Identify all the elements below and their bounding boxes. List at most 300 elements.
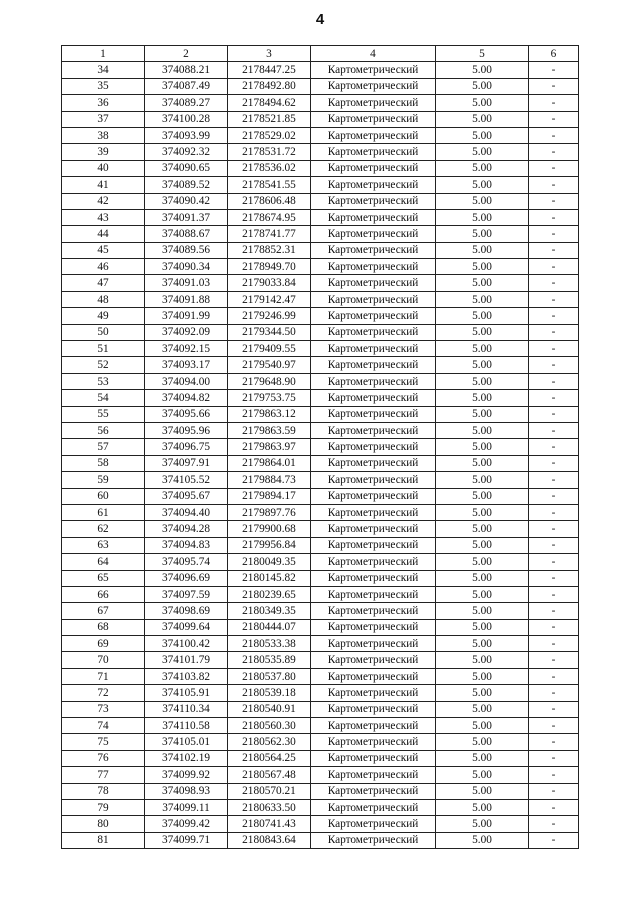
table-cell: Картометрический [311,193,436,209]
table-cell: - [529,62,579,78]
table-row [62,783,579,799]
table-cell: Картометрический [311,226,436,242]
table-row [62,144,579,160]
table-cell: 77 [62,767,145,783]
table-cell: 41 [62,177,145,193]
table-cell: Картометрический [311,62,436,78]
table-cell: - [529,390,579,406]
table-cell: 2178492.80 [228,78,311,94]
table-row [62,816,579,832]
header-cell: 2 [145,46,228,62]
table-cell: 374091.99 [145,308,228,324]
table-cell: 5.00 [436,373,529,389]
table-cell: - [529,472,579,488]
table-cell: Картометрический [311,799,436,815]
table-row [62,209,579,225]
table-cell: 374100.42 [145,636,228,652]
table-cell: 2180239.65 [228,586,311,602]
table-cell: Картометрический [311,209,436,225]
table-cell: Картометрический [311,783,436,799]
table-cell: 71 [62,668,145,684]
table-cell: - [529,111,579,127]
table-cell: 5.00 [436,603,529,619]
table-cell: 2178494.62 [228,95,311,111]
table-cell: Картометрический [311,291,436,307]
table-cell: 2179142.47 [228,291,311,307]
table-cell: 55 [62,406,145,422]
table-cell: 374087.49 [145,78,228,94]
table-cell: 48 [62,291,145,307]
table-cell: 374096.75 [145,439,228,455]
table-cell: 2180540.91 [228,701,311,717]
table-header-row [62,46,579,62]
table-cell: 374091.88 [145,291,228,307]
table-row [62,636,579,652]
table-cell: 374089.27 [145,95,228,111]
table-cell: 81 [62,832,145,848]
table-cell: 5.00 [436,78,529,94]
table-cell: 374097.59 [145,586,228,602]
table-cell: - [529,127,579,143]
table-cell: 2178541.55 [228,177,311,193]
table-cell: 5.00 [436,701,529,717]
table-cell: 56 [62,422,145,438]
table-cell: 65 [62,570,145,586]
table-cell: - [529,734,579,750]
table-cell: 74 [62,718,145,734]
table-row [62,160,579,176]
page-number: 4 [315,11,325,28]
table-row [62,242,579,258]
table-cell: 37 [62,111,145,127]
table-cell: 374093.17 [145,357,228,373]
table-cell: 374099.92 [145,767,228,783]
table-row [62,341,579,357]
table-row [62,554,579,570]
table-row [62,127,579,143]
table-cell: 374105.01 [145,734,228,750]
table-cell: 2179956.84 [228,537,311,553]
table-cell: Картометрический [311,685,436,701]
table-cell: Картометрический [311,144,436,160]
table-row [62,701,579,717]
table-cell: Картометрический [311,357,436,373]
table-cell: - [529,275,579,291]
table-cell: 374094.40 [145,504,228,520]
table-cell: - [529,308,579,324]
table-cell: 2180535.89 [228,652,311,668]
table-cell: 52 [62,357,145,373]
table-cell: 374098.93 [145,783,228,799]
header-cell: 5 [436,46,529,62]
table-cell: 2178674.95 [228,209,311,225]
table-row [62,324,579,340]
table-cell: - [529,701,579,717]
table-cell: - [529,160,579,176]
table-cell: Картометрический [311,242,436,258]
table-row [62,586,579,602]
table-cell: Картометрический [311,455,436,471]
table-cell: 5.00 [436,799,529,815]
table-cell: - [529,783,579,799]
table-cell: 2180349.35 [228,603,311,619]
table-cell: 5.00 [436,111,529,127]
table-row [62,685,579,701]
table-cell: 2179540.97 [228,357,311,373]
table-cell: - [529,226,579,242]
table-cell: 2178531.72 [228,144,311,160]
table-cell: 2178741.77 [228,226,311,242]
table-row [62,734,579,750]
table-cell: 47 [62,275,145,291]
table-cell: 5.00 [436,275,529,291]
header-cell: 4 [311,46,436,62]
table-cell: - [529,504,579,520]
table-cell: 5.00 [436,586,529,602]
table-cell: Картометрический [311,406,436,422]
table-cell: 34 [62,62,145,78]
table-cell: - [529,324,579,340]
table-row [62,832,579,848]
table-cell: - [529,668,579,684]
table-cell: 374110.34 [145,701,228,717]
table-cell: 374097.91 [145,455,228,471]
table-cell: 374091.37 [145,209,228,225]
table-cell: 2180633.50 [228,799,311,815]
table-cell: 2179863.97 [228,439,311,455]
table-cell: 2178949.70 [228,259,311,275]
table-cell: 5.00 [436,341,529,357]
table-cell: 5.00 [436,767,529,783]
table-row [62,799,579,815]
table-row [62,259,579,275]
table-cell: 5.00 [436,291,529,307]
table-cell: 57 [62,439,145,455]
table-cell: 68 [62,619,145,635]
table-cell: 58 [62,455,145,471]
table-cell: Картометрический [311,521,436,537]
table-cell: 374103.82 [145,668,228,684]
table-row [62,373,579,389]
table-cell: - [529,537,579,553]
table-cell: Картометрический [311,111,436,127]
table-cell: Картометрический [311,472,436,488]
table-cell: 374089.52 [145,177,228,193]
table-row [62,619,579,635]
table-cell: - [529,570,579,586]
table-row [62,390,579,406]
table-cell: Картометрический [311,488,436,504]
table-cell: - [529,799,579,815]
table-cell: Картометрический [311,652,436,668]
table-row [62,603,579,619]
table-cell: 46 [62,259,145,275]
table-cell: 2179863.12 [228,406,311,422]
table-cell: 69 [62,636,145,652]
table-cell: - [529,767,579,783]
table-cell: 374099.64 [145,619,228,635]
table-cell: 2180537.80 [228,668,311,684]
table-row [62,177,579,193]
table-cell: 49 [62,308,145,324]
table-cell: 5.00 [436,308,529,324]
table-cell: 2180564.25 [228,750,311,766]
table-cell: Картометрический [311,570,436,586]
table-cell: 39 [62,144,145,160]
table-cell: Картометрический [311,373,436,389]
table-cell: 374105.91 [145,685,228,701]
table-cell: - [529,193,579,209]
table-cell: 59 [62,472,145,488]
table-cell: 5.00 [436,422,529,438]
table-cell: 374090.34 [145,259,228,275]
table-cell: Картометрический [311,636,436,652]
table-cell: 70 [62,652,145,668]
table-cell: 5.00 [436,668,529,684]
table-cell: 374095.66 [145,406,228,422]
table-cell: 5.00 [436,193,529,209]
table-cell: 5.00 [436,62,529,78]
table-cell: 62 [62,521,145,537]
table-cell: - [529,291,579,307]
table-cell: 2179648.90 [228,373,311,389]
table-cell: - [529,357,579,373]
table-cell: - [529,144,579,160]
table-cell: 5.00 [436,357,529,373]
table-cell: Картометрический [311,78,436,94]
table-cell: Картометрический [311,308,436,324]
table-cell: Картометрический [311,619,436,635]
table-cell: 374088.21 [145,62,228,78]
table-cell: - [529,636,579,652]
table-cell: Картометрический [311,504,436,520]
table-cell: 5.00 [436,734,529,750]
table-cell: - [529,78,579,94]
table-cell: Картометрический [311,554,436,570]
table-cell: 5.00 [436,324,529,340]
table-cell: 5.00 [436,685,529,701]
table-cell: Картометрический [311,259,436,275]
table-cell: Картометрический [311,701,436,717]
table-cell: Картометрический [311,816,436,832]
table-cell: 2179344.50 [228,324,311,340]
table-row [62,111,579,127]
table-cell: Картометрический [311,177,436,193]
table-cell: - [529,619,579,635]
table-cell: 374095.74 [145,554,228,570]
table-cell: 5.00 [436,127,529,143]
table-cell: 54 [62,390,145,406]
table-cell: 2180741.43 [228,816,311,832]
table-cell: 5.00 [436,718,529,734]
table-cell: 374088.67 [145,226,228,242]
table-cell: 67 [62,603,145,619]
table-cell: 50 [62,324,145,340]
table-row [62,226,579,242]
table-cell: 5.00 [436,144,529,160]
table-cell: 5.00 [436,570,529,586]
table-cell: 2179897.76 [228,504,311,520]
table-cell: 374092.15 [145,341,228,357]
table-cell: 5.00 [436,652,529,668]
table-cell: 2179864.01 [228,455,311,471]
table-cell: - [529,177,579,193]
table-cell: 72 [62,685,145,701]
table-cell: Картометрический [311,718,436,734]
table-row [62,455,579,471]
table-cell: 2178536.02 [228,160,311,176]
table-cell: Картометрический [311,767,436,783]
table-row [62,488,579,504]
table-cell: - [529,685,579,701]
table-cell: 374094.83 [145,537,228,553]
table-cell: Картометрический [311,341,436,357]
table-cell: 5.00 [436,619,529,635]
table-cell: 2179033.84 [228,275,311,291]
table-cell: Картометрический [311,160,436,176]
table-cell: Картометрический [311,537,436,553]
table-cell: 60 [62,488,145,504]
table-cell: 2180562.30 [228,734,311,750]
table-cell: 78 [62,783,145,799]
table-cell: Картометрический [311,390,436,406]
table-cell: 5.00 [436,390,529,406]
table-cell: Картометрический [311,668,436,684]
table-cell: 2180843.64 [228,832,311,848]
table-cell: Картометрический [311,832,436,848]
table-cell: 43 [62,209,145,225]
table-cell: 374092.09 [145,324,228,340]
coordinates-table-body [62,46,579,849]
table-cell: 51 [62,341,145,357]
table-cell: - [529,209,579,225]
table-cell: 5.00 [436,209,529,225]
table-row [62,291,579,307]
table-cell: - [529,554,579,570]
table-row [62,668,579,684]
table-row [62,95,579,111]
table-cell: 5.00 [436,537,529,553]
table-cell: Картометрический [311,275,436,291]
table-cell: 5.00 [436,521,529,537]
table-cell: 374110.58 [145,718,228,734]
table-cell: 374094.28 [145,521,228,537]
table-cell: 2180560.30 [228,718,311,734]
table-cell: - [529,603,579,619]
table-cell: 5.00 [436,439,529,455]
table-cell: 5.00 [436,636,529,652]
table-cell: 44 [62,226,145,242]
table-row [62,422,579,438]
table-cell: Картометрический [311,586,436,602]
table-cell: 5.00 [436,259,529,275]
table-cell: 2178447.25 [228,62,311,78]
table-cell: Картометрический [311,324,436,340]
table-cell: 2178521.85 [228,111,311,127]
table-cell: 2179246.99 [228,308,311,324]
table-cell: 76 [62,750,145,766]
table-cell: 374091.03 [145,275,228,291]
table-cell: 5.00 [436,455,529,471]
table-cell: Картометрический [311,439,436,455]
table-cell: 5.00 [436,816,529,832]
table-cell: - [529,341,579,357]
table-cell: 5.00 [436,554,529,570]
table-cell: 2180533.38 [228,636,311,652]
table-cell: Картометрический [311,422,436,438]
table-row [62,193,579,209]
table-cell: 374093.99 [145,127,228,143]
table-cell: 2179900.68 [228,521,311,537]
table-cell: 374099.11 [145,799,228,815]
table-cell: 2180567.48 [228,767,311,783]
table-cell: 374095.67 [145,488,228,504]
table-row [62,472,579,488]
table-cell: 374090.65 [145,160,228,176]
header-cell: 6 [529,46,579,62]
table-cell: 374089.56 [145,242,228,258]
table-row [62,275,579,291]
table-cell: 374100.28 [145,111,228,127]
table-cell: 5.00 [436,488,529,504]
table-cell: 5.00 [436,226,529,242]
table-cell: 64 [62,554,145,570]
table-cell: - [529,259,579,275]
table-cell: 75 [62,734,145,750]
table-cell: - [529,718,579,734]
table-row [62,750,579,766]
table-cell: 40 [62,160,145,176]
header-cell: 3 [228,46,311,62]
table-cell: 2179753.75 [228,390,311,406]
table-cell: 374096.69 [145,570,228,586]
table-cell: Картометрический [311,750,436,766]
table-cell: - [529,455,579,471]
table-cell: 80 [62,816,145,832]
table-cell: 5.00 [436,504,529,520]
table-row [62,439,579,455]
table-cell: 374090.42 [145,193,228,209]
table-cell: 374101.79 [145,652,228,668]
table-cell: 35 [62,78,145,94]
table-cell: - [529,832,579,848]
table-cell: 5.00 [436,832,529,848]
table-row [62,357,579,373]
table-row [62,504,579,520]
table-cell: - [529,586,579,602]
table-cell: 5.00 [436,177,529,193]
table-cell: 5.00 [436,750,529,766]
table-cell: 53 [62,373,145,389]
coordinates-table [61,45,579,849]
table-cell: 2180049.35 [228,554,311,570]
table-cell: 36 [62,95,145,111]
table-cell: 374105.52 [145,472,228,488]
table-cell: 2179863.59 [228,422,311,438]
table-row [62,718,579,734]
header-cell: 1 [62,46,145,62]
table-cell: - [529,439,579,455]
table-cell: 5.00 [436,472,529,488]
table-cell: 2179409.55 [228,341,311,357]
table-cell: 374094.82 [145,390,228,406]
table-cell: 73 [62,701,145,717]
table-row [62,62,579,78]
table-row [62,78,579,94]
table-cell: - [529,95,579,111]
table-cell: 374102.19 [145,750,228,766]
table-cell: 374094.00 [145,373,228,389]
